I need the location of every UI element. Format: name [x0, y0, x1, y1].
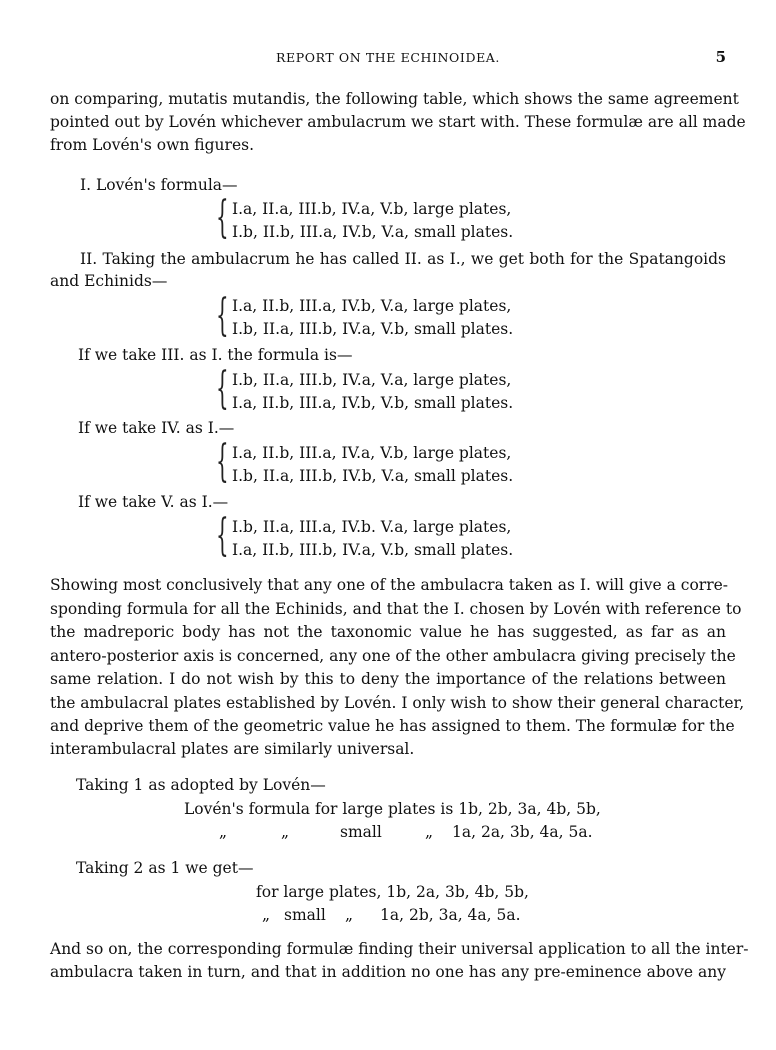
small-plates-formula: 1a, 2b, 3a, 4a, 5a. [380, 906, 521, 924]
text-line: and deprive them of the geometric value he has assigned to them. The formulæ for the [50, 717, 735, 735]
text-line: ambulacra taken in turn, and that in addition no one has any pre-eminence above any [50, 963, 726, 981]
small-plates-formula: I.a, II.b, III.b, IV.a, V.b, small plates. [232, 541, 514, 559]
text-line: Showing most conclusively that any one of the ambulacra taken as I. will give a corre- [50, 576, 729, 594]
large-plates-formula: Lovén's formula for large plates is 1b, 2b, 3a, 4b, 5b, [184, 800, 601, 818]
text-line: pointed out by Lovén whichever ambulacrum we start with. These formulæ are all made [50, 113, 746, 131]
text-line: the madreporic body has not the taxonomic value he has suggested, as far as an [50, 623, 726, 641]
section-heading: If we take V. as I.— [78, 493, 229, 511]
section-heading: If we take IV. as I.— [78, 419, 235, 437]
running-title: REPORT ON THE ECHINOIDEA. [276, 50, 500, 65]
small-label: small [284, 906, 326, 924]
ditto-mark: „ [281, 823, 290, 841]
text-line: on comparing, mutatis mutandis, the following table, which shows the same agreement [50, 90, 739, 108]
brace-glyph: { [216, 192, 229, 243]
large-plates-formula: I.a, II.b, III.a, IV.a, V.b, large plates, [232, 444, 512, 462]
text-line: interambulacral plates are similarly universal. [50, 740, 415, 758]
ditto-mark: „ [219, 823, 228, 841]
large-plates-formula: I.b, II.a, III.b, IV.a, V.a, large plates, [232, 371, 512, 389]
brace-glyph: { [216, 363, 229, 414]
large-plates-formula: I.a, II.b, III.a, IV.b, V.a, large plates, [232, 297, 512, 315]
large-plates-formula: I.b, II.a, III.a, IV.b. V.a, large plates, [232, 518, 512, 536]
section-heading: II. Taking the ambulacrum he has called II. as I., we get both for the Spatangoids [80, 250, 726, 268]
section-heading-cont: and Echinids— [50, 272, 168, 290]
small-plates-formula: I.b, II.a, III.b, IV.b, V.a, small plates. [232, 467, 514, 485]
large-plates-formula: I.a, II.a, III.b, IV.a, V.b, large plates, [232, 200, 512, 218]
text-line: same relation. I do not wish by this to deny the importance of the relations between [50, 670, 726, 688]
small-plates-formula: I.a, II.b, III.a, IV.b, V.b, small plates. [232, 394, 514, 412]
text-line: antero-posterior axis is concerned, any one of the other ambulacra giving precisely the [50, 647, 736, 665]
small-plates-formula: 1a, 2a, 3b, 4a, 5a. [452, 823, 593, 841]
text-line: the ambulacral plates established by Lovén. I only wish to show their general character, [50, 694, 745, 712]
ditto-mark: „ [345, 906, 354, 924]
section-heading: Taking 2 as 1 we get— [76, 859, 254, 877]
page-number: 5 [715, 48, 726, 66]
small-plates-formula: I.b, II.b, III.a, IV.b, V.a, small plates. [232, 223, 514, 241]
brace-glyph: { [216, 290, 229, 341]
brace-glyph: { [216, 510, 229, 561]
page-header [50, 50, 726, 70]
large-plates-formula: for large plates, 1b, 2a, 3b, 4b, 5b, [256, 883, 529, 901]
small-label: small [340, 823, 382, 841]
text-line: from Lovén's own figures. [50, 136, 254, 154]
section-heading: Taking 1 as adopted by Lovén— [76, 776, 326, 794]
small-plates-formula: I.b, II.a, III.b, IV.a, V.b, small plates. [232, 320, 514, 338]
ditto-mark: „ [262, 906, 271, 924]
text-line: And so on, the corresponding formulæ finding their universal application to all the inter- [50, 940, 749, 958]
section-heading: I. Lovén's formula— [80, 176, 238, 194]
text-line: sponding formula for all the Echinids, and that the I. chosen by Lovén with reference to [50, 600, 742, 618]
section-heading: If we take III. as I. the formula is— [78, 346, 353, 364]
ditto-mark: „ [425, 823, 434, 841]
brace-glyph: { [216, 436, 229, 487]
